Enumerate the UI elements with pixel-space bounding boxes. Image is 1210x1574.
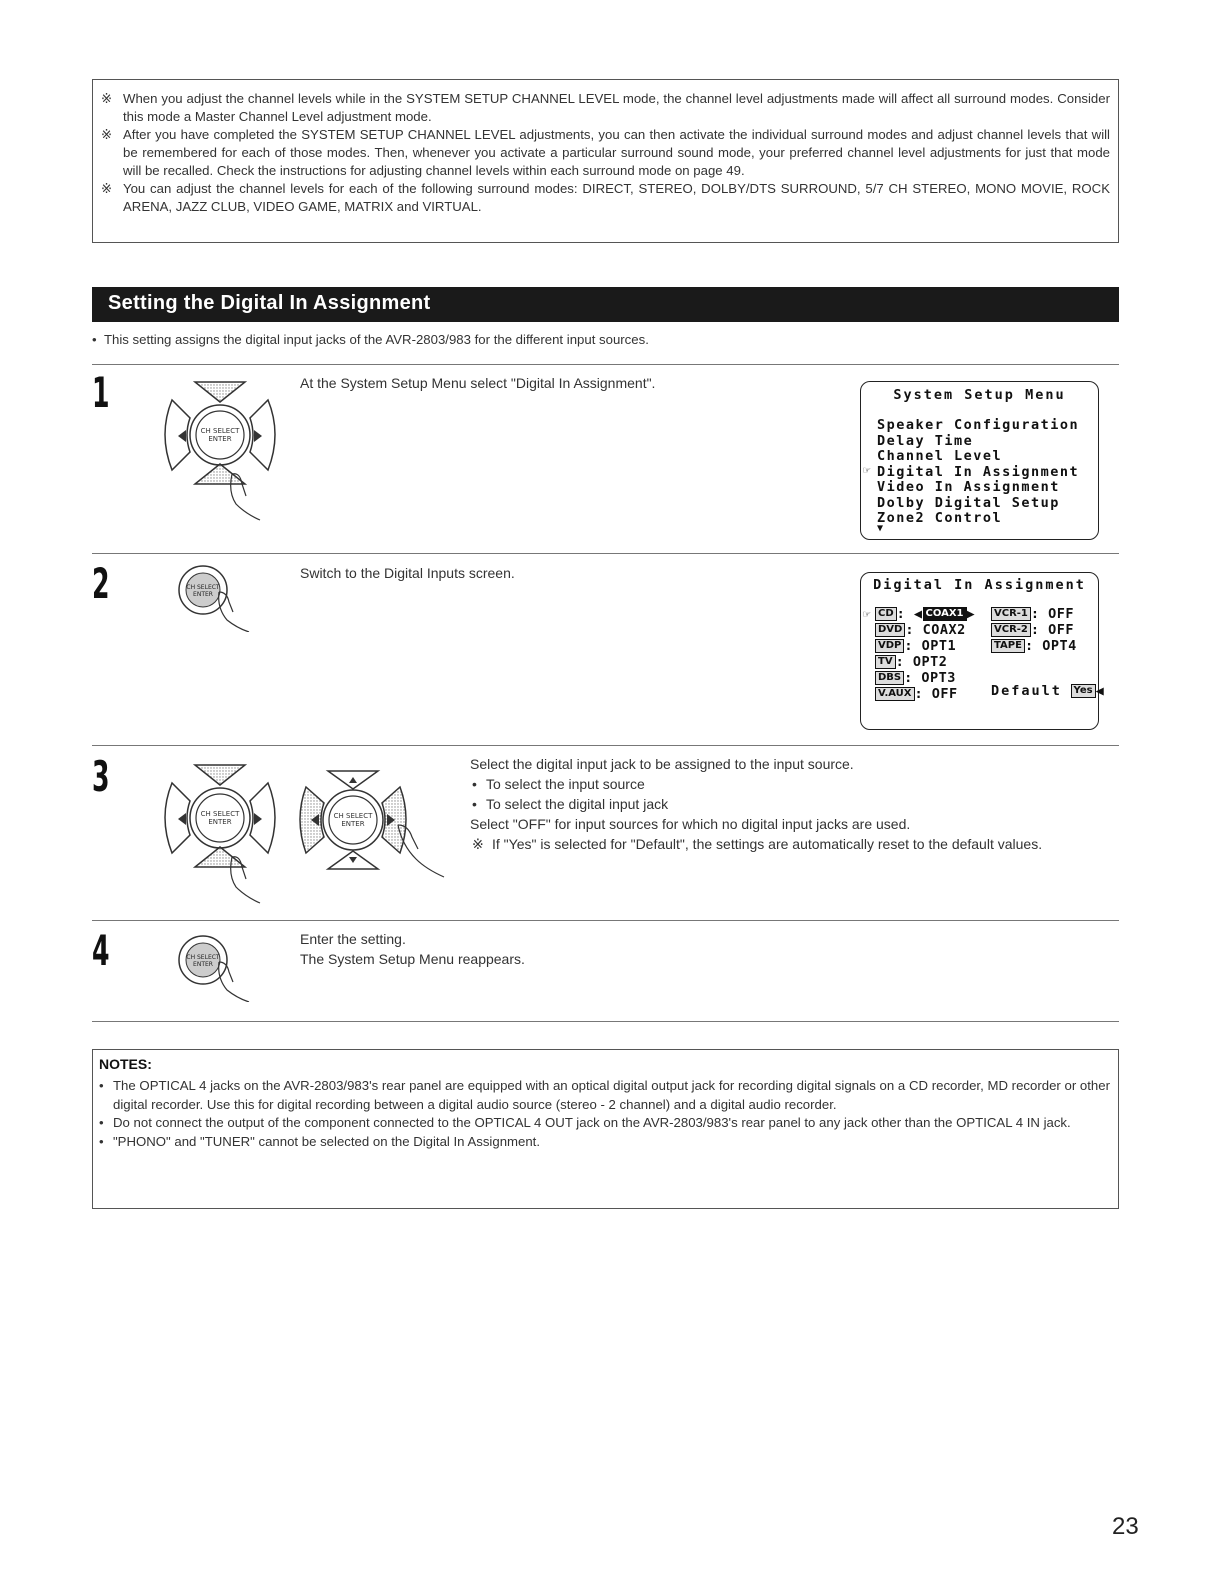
top-notes-box: [92, 79, 1119, 243]
source-tag: VCR-1: [991, 607, 1031, 621]
osd-menu-item: Zone2 Control: [877, 510, 1003, 526]
note-item: • Do not connect the output of the component connected to the OPTICAL 4 OUT jack on the AVR-2803/983's rear panel to any jack other than the OPTICAL 4 IN jack.: [99, 1115, 1071, 1130]
svg-text:ENTER: ENTER: [341, 820, 365, 828]
source-tag: VCR-2: [991, 623, 1031, 637]
section-title: Setting the Digital In Assignment: [108, 292, 431, 314]
assign-row: CD : ◀ COAX1 ▶: [875, 606, 975, 622]
assign-value: OPT1: [921, 638, 957, 654]
top-note-item: ※ When you adjust the channel levels while in the SYSTEM SETUP CHANNEL LEVEL mode, the channel level adjustments made will affect all surround modes. Consider this mode a Master Channel Level adjustment mode.: [101, 91, 1110, 124]
assign-row: TAPE : OPT4: [991, 638, 1077, 654]
note-item: • "PHONO" and "TUNER" cannot be selected on the Digital In Assignment.: [99, 1133, 541, 1149]
svg-text:ENTER: ENTER: [193, 591, 213, 598]
assign-row: VDP : OPT1: [875, 638, 956, 654]
remote-dpad-lr-icon: [298, 755, 458, 895]
assign-value: OFF: [1048, 622, 1075, 638]
asterisk-mark: ※: [101, 91, 113, 106]
assign-row: VCR-2 : OFF: [991, 622, 1074, 638]
top-notes-list: [101, 90, 1110, 216]
remote-dpad-icon: [150, 372, 290, 522]
step-2-text: Switch to the Digital Inputs screen.: [300, 565, 515, 581]
assign-value: OPT2: [912, 654, 948, 670]
notes-header: NOTES:: [99, 1056, 152, 1072]
divider: [92, 364, 1119, 365]
note-item: • The OPTICAL 4 jacks on the AVR-2803/983's rear panel are equipped with an optical digital output jack for recording digital signals on a CD recorder, MD recorder or other digital recorder. Use this for digital recording between a digital audio source (stereo - 2 channel) and a digital audio recorder.: [99, 1078, 1110, 1112]
osd-menu-item-selected: Digital In Assignment: [877, 463, 1080, 480]
assign-value: OFF: [1048, 606, 1075, 622]
source-tag: V.AUX: [875, 687, 915, 701]
step-4-text: [300, 929, 525, 969]
osd-menu-item: Video In Assignment: [877, 479, 1060, 495]
source-tag: DBS: [875, 671, 904, 685]
svg-text:ENTER: ENTER: [208, 435, 232, 443]
step-3-text: [470, 754, 1119, 854]
osd-title: System Setup Menu: [893, 387, 1066, 403]
svg-text:CH SELECT: CH SELECT: [186, 584, 220, 591]
remote-dpad-icon: [150, 755, 290, 905]
section-intro: • This setting assigns the digital input jacks of the AVR-2803/983 for the different input sources.: [92, 332, 649, 347]
top-note-item: ※ After you have completed the SYSTEM SETUP CHANNEL LEVEL adjustments, you can then activate the individual surround modes and adjust channel levels that will be remembered for each of those modes. Then, whenever you activate a particular surround sound mode, your preferred channel level adjustments for just that mode will be recalled. Check the instructions for adjusting channel levels within each surround mode on page 49.: [101, 127, 1110, 178]
osd-digital-in-assignment: [860, 572, 1105, 730]
assign-value: OFF: [931, 686, 958, 702]
default-row: Default Yes ◀: [991, 683, 1105, 699]
section-title-bar: [92, 287, 1119, 322]
assign-row: TV : OPT2: [875, 654, 947, 670]
osd-menu-item: Dolby Digital Setup: [877, 494, 1060, 511]
osd-menu-item: Channel Level: [877, 448, 1003, 464]
step-3-bullet: • To select the input source: [472, 776, 645, 792]
svg-text:CH SELECT: CH SELECT: [186, 954, 220, 961]
step-number-2: 2: [92, 559, 110, 608]
pointer-hand-icon: ☞: [863, 463, 871, 477]
assign-row: V.AUX : OFF: [875, 686, 958, 702]
divider: [92, 745, 1119, 746]
selected-value: COAX1: [923, 607, 967, 621]
step-3-bullet: • To select the digital input jack: [472, 796, 669, 812]
step-4-line2: The System Setup Menu reappears.: [300, 951, 525, 967]
enter-button-icon: [175, 562, 265, 632]
assign-value: OPT3: [921, 670, 956, 686]
assign-row: DBS : OPT3: [875, 670, 956, 686]
scroll-down-icon: ▼: [877, 523, 884, 534]
source-tag: TAPE: [991, 639, 1025, 653]
svg-text:CH SELECT: CH SELECT: [200, 810, 240, 818]
step-number-1: 1: [92, 368, 110, 417]
assign-value: COAX2: [922, 622, 966, 638]
top-note-item: ※ You can adjust the channel levels for each of the following surround modes: DIRECT, STEREO, DOLBY/DTS SURROUND, 5/7 CH STEREO, MONO MOVIE, ROCK ARENA, JAZZ CLUB, VIDEO GAME, MATRIX and VIRTUAL.: [101, 181, 1110, 214]
osd-menu-item: Delay Time: [877, 432, 974, 449]
divider: [92, 920, 1119, 921]
step-number-3: 3: [92, 752, 110, 801]
assign-row: DVD : COAX2: [875, 622, 966, 638]
source-tag: CD: [875, 607, 897, 621]
osd-title: Digital In Assignment: [873, 577, 1086, 593]
osd-menu-list: [877, 418, 1079, 527]
pointer-hand-icon: ☞: [863, 607, 871, 621]
notes-box: [92, 1049, 1119, 1209]
default-label: Default: [991, 683, 1062, 699]
asterisk-mark: ※: [472, 836, 484, 852]
svg-text:ENTER: ENTER: [208, 818, 232, 826]
asterisk-mark: ※: [101, 181, 113, 196]
source-tag: VDP: [875, 639, 904, 653]
step-3-line2: Select "OFF" for input sources for which no digital input jacks are used.: [470, 816, 911, 832]
step-1-text: At the System Setup Menu select "Digital In Assignment".: [300, 375, 656, 391]
assign-row: VCR-1 : OFF: [991, 606, 1074, 622]
assign-value: OPT4: [1042, 638, 1077, 654]
step-number-4: 4: [92, 926, 110, 975]
step-3-note: ※ If "Yes" is selected for "Default", the settings are automatically reset to the default values.: [472, 836, 1043, 852]
page-number: 23: [1112, 1513, 1139, 1540]
asterisk-mark: ※: [101, 127, 113, 142]
osd-system-setup-menu: [860, 381, 1099, 540]
step-4-line1: Enter the setting.: [300, 931, 406, 947]
osd-menu-item: Speaker Configuration: [877, 417, 1080, 433]
notes-list: [99, 1077, 1110, 1151]
svg-text:CH SELECT: CH SELECT: [200, 427, 240, 435]
default-value: Yes: [1071, 684, 1096, 698]
divider: [92, 553, 1119, 554]
svg-text:ENTER: ENTER: [193, 961, 213, 968]
enter-button-icon: [175, 932, 265, 1002]
step-3-line1: Select the digital input jack to be assigned to the input source.: [470, 756, 854, 772]
divider: [92, 1021, 1119, 1022]
source-tag: TV: [875, 655, 896, 669]
source-tag: DVD: [875, 623, 905, 637]
svg-text:CH SELECT: CH SELECT: [333, 812, 373, 820]
